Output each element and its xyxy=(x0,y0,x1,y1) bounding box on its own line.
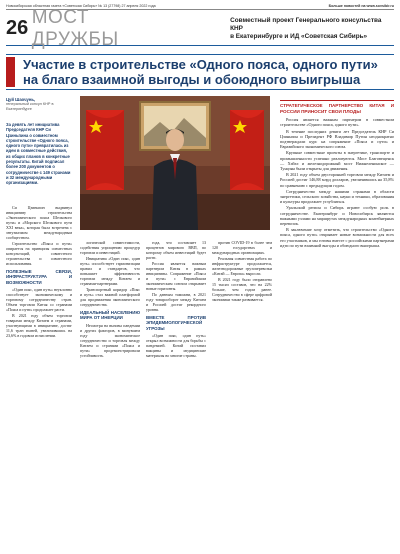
photo-illustration xyxy=(80,96,270,230)
column-2 xyxy=(80,240,140,548)
col5-paragraph: В заключение хочу отметить, что строительство «Одного пояса, одного пути» открывает новые возможности для всех его участников, и мы готовы вместе с российскими партнерами идти по пути взаимной выгоды и обоюдного выигрыша. xyxy=(280,227,394,248)
col1-paragraph: Си Цзиньпин выдвинул инициативу строительства «Экономического пояса Шелкового пути» и «Морского Шелкового пути XXI века», которая была встречена с энтузиазмом международным сообществом. xyxy=(6,205,72,240)
column-4 xyxy=(212,240,272,548)
col2-paragraph: Несмотря на вызовы пандемии и других факторов, в минувшем году экономическое сотрудничество и торговля между Китаем и странами «Пояса и пути» продемонстрировали устойчивость. xyxy=(80,322,140,358)
column-1 xyxy=(6,205,72,548)
col5-paragraph: Россия является важным партнером в совместном строительстве «Одного пояса, одного пути». xyxy=(280,117,394,128)
author-name: Цуй Шаочунь, xyxy=(6,97,36,102)
col3-paragraph: года, что составляет 13 процентов мирового ВВП, по которому объем инвестиций будет расти. xyxy=(146,240,206,260)
col1-paragraph: В 2021 году объем торговли товарами между Китаем и странами, участвующими в инициативе, достиг 11,6 трлн юаней, увеличившись на 23,6% в годовом исчислении. xyxy=(6,313,72,339)
col2-paragraph: Транспортный коридор «Пояс и путь» стал важной платформой для продвижения экономического сотрудничества. xyxy=(80,287,140,307)
headline-block xyxy=(6,54,394,90)
col2-paragraph: логической совместимости, содействия упрощению процедур торговли и инвестиций. xyxy=(80,240,140,255)
sidebar-subhead: СТРАТЕГИЧЕСКОЕ ПАРТНЕРСТВО КИТАЯ И РОССИИ ПРИНОСИТ СВОИ ПЛОДЫ xyxy=(280,100,394,114)
page-header xyxy=(6,6,394,50)
subhead-links: ПОЛЕЗНЫЕ СВЯЗИ, ИНФРАСТРУКТУРА И ВОЗМОЖНОСТИ xyxy=(6,269,72,285)
article-headline xyxy=(23,57,378,88)
page-number: 26 xyxy=(6,17,29,39)
col4-paragraph: В 2021 году было отправлено 15 тысяч составов, что на 22% больше, чем годом ранее. Сотрудничество в сфере цифровой экономики также развивается. xyxy=(212,277,272,302)
col5-paragraph: Крупные совместные проекты в энергетике, транспорте и промышленности успешно реализуются. Мост Благовещенск — Хэйхэ и железнодорожный мост Нижнеленинское — Тунцзян были открыты для движения. xyxy=(280,150,394,172)
project-caption xyxy=(170,17,394,41)
col4-paragraph: против COVID-19 в более чем 120 государствах и международных организациях. xyxy=(212,240,272,255)
headline-accent-bar xyxy=(6,57,15,87)
col2-paragraph: Инициатива «Один пояс, один путь» способствует гармонизации правил и стандартов, что повышает эффективность торговли между Китаем и странами-партнерами. xyxy=(80,256,140,286)
col1-paragraph: «Один пояс, один путь» неуклонно способствует экономическому и торговому сотрудничеству стран. Объем торговли Китая со странами «Пояса и пути» продолжает расти. xyxy=(6,287,72,313)
byline xyxy=(6,97,72,112)
headline-line-2: на благо взаимной выгоды и обоюдного выигрыша xyxy=(23,72,361,87)
column-3 xyxy=(146,240,206,548)
section-title: МОСТ ДРУЖБЫ xyxy=(31,6,119,50)
newspaper-info: Новосибирская областная газета «Советская Сибирь» № 13 (27798) 27 апреля 2022 года xyxy=(6,3,156,8)
headline-line-1: Участие в строительстве «Одного пояса, одного пути» xyxy=(23,56,378,72)
website-link[interactable]: Больше новостей на www.sovsibir.ru xyxy=(328,3,394,8)
col1-paragraph: Строительство «Пояса и пути» опирается на принципы совместных консультаций, совместного строительства и совместного использования. xyxy=(6,241,72,266)
project-line-1: Совместный проект Генерального консульства КНР xyxy=(230,16,382,32)
col3-paragraph: «Один пояс, один путь» открыл возможности для борьбы с пандемией. Китай поставил вакцины и медицинские материалы во многие страны. xyxy=(146,333,206,359)
author-role: генеральный консул КНР в Екатеринбурге xyxy=(6,102,54,111)
project-line-2: в Екатеринбурге и ИД «Советская Сибирь» xyxy=(230,32,368,40)
col5-paragraph: Сотрудничество между нашими странами в области энергетики, сельского хозяйства, науки и техники, образования и культуры продолжает углубляться. xyxy=(280,188,394,205)
col5-paragraph: В течение последних девяти лет Председатель КНР Си Цзиньпин и Президент РФ Владимир Путин неоднократно подтверждали курс на сопряжение «Пояса и пути» и Евразийского экономического союза. xyxy=(280,128,394,150)
col5-paragraph: В 2021 году объем двусторонней торговли между Китаем и Россией достиг 146,88 млрд долларов, увеличившись на 35,8% по сравнению с предыдущим годом. xyxy=(280,172,394,188)
col3-paragraph: Россия является важным партнером Китая в рамках инициативы. Сопряжение «Пояса и пути» с Евразийским экономическим союзом открывает новые горизонты. xyxy=(146,261,206,291)
col4-paragraph: Реальная совместная работа по инфраструктуре продолжается, железнодорожные грузоперевозки «Китай — Европа» выросли. xyxy=(212,256,272,276)
col3-paragraph: По данным таможни, в 2021 году товарооборот между Китаем и Россией достиг рекордного уровня. xyxy=(146,292,206,312)
column-5-sidebar xyxy=(280,96,394,548)
consul-photo xyxy=(80,96,270,230)
col5-paragraph: Уральский регион и Сибирь играют особую роль в сотрудничестве. Екатеринбург и Новосибирск являются важными узлами на маршрутах международных контейнерных перевозок. xyxy=(280,205,394,227)
subhead-world: ИДЕАЛЬНЫЙ НАСЕЛЕНИЮ МИРА ОТ ИНЕРЦИИ xyxy=(80,310,140,321)
article-lead: За девять лет инициатива Председателя КНР Си Цзиньпина о совместном строительстве «Одного пояса, одного пути» превратилась из идеи в совместные действия, из общих планов в конкретные результаты. Китай подписал более 200 документов о сотрудничестве с 149 странами и 32 международными организациями. xyxy=(6,122,71,186)
subhead-epidemic: ВМЕСТЕ ПРОТИВ ЭПИДЕМИОЛОГИЧЕСКОЙ УГРОЗЫ xyxy=(146,315,206,331)
